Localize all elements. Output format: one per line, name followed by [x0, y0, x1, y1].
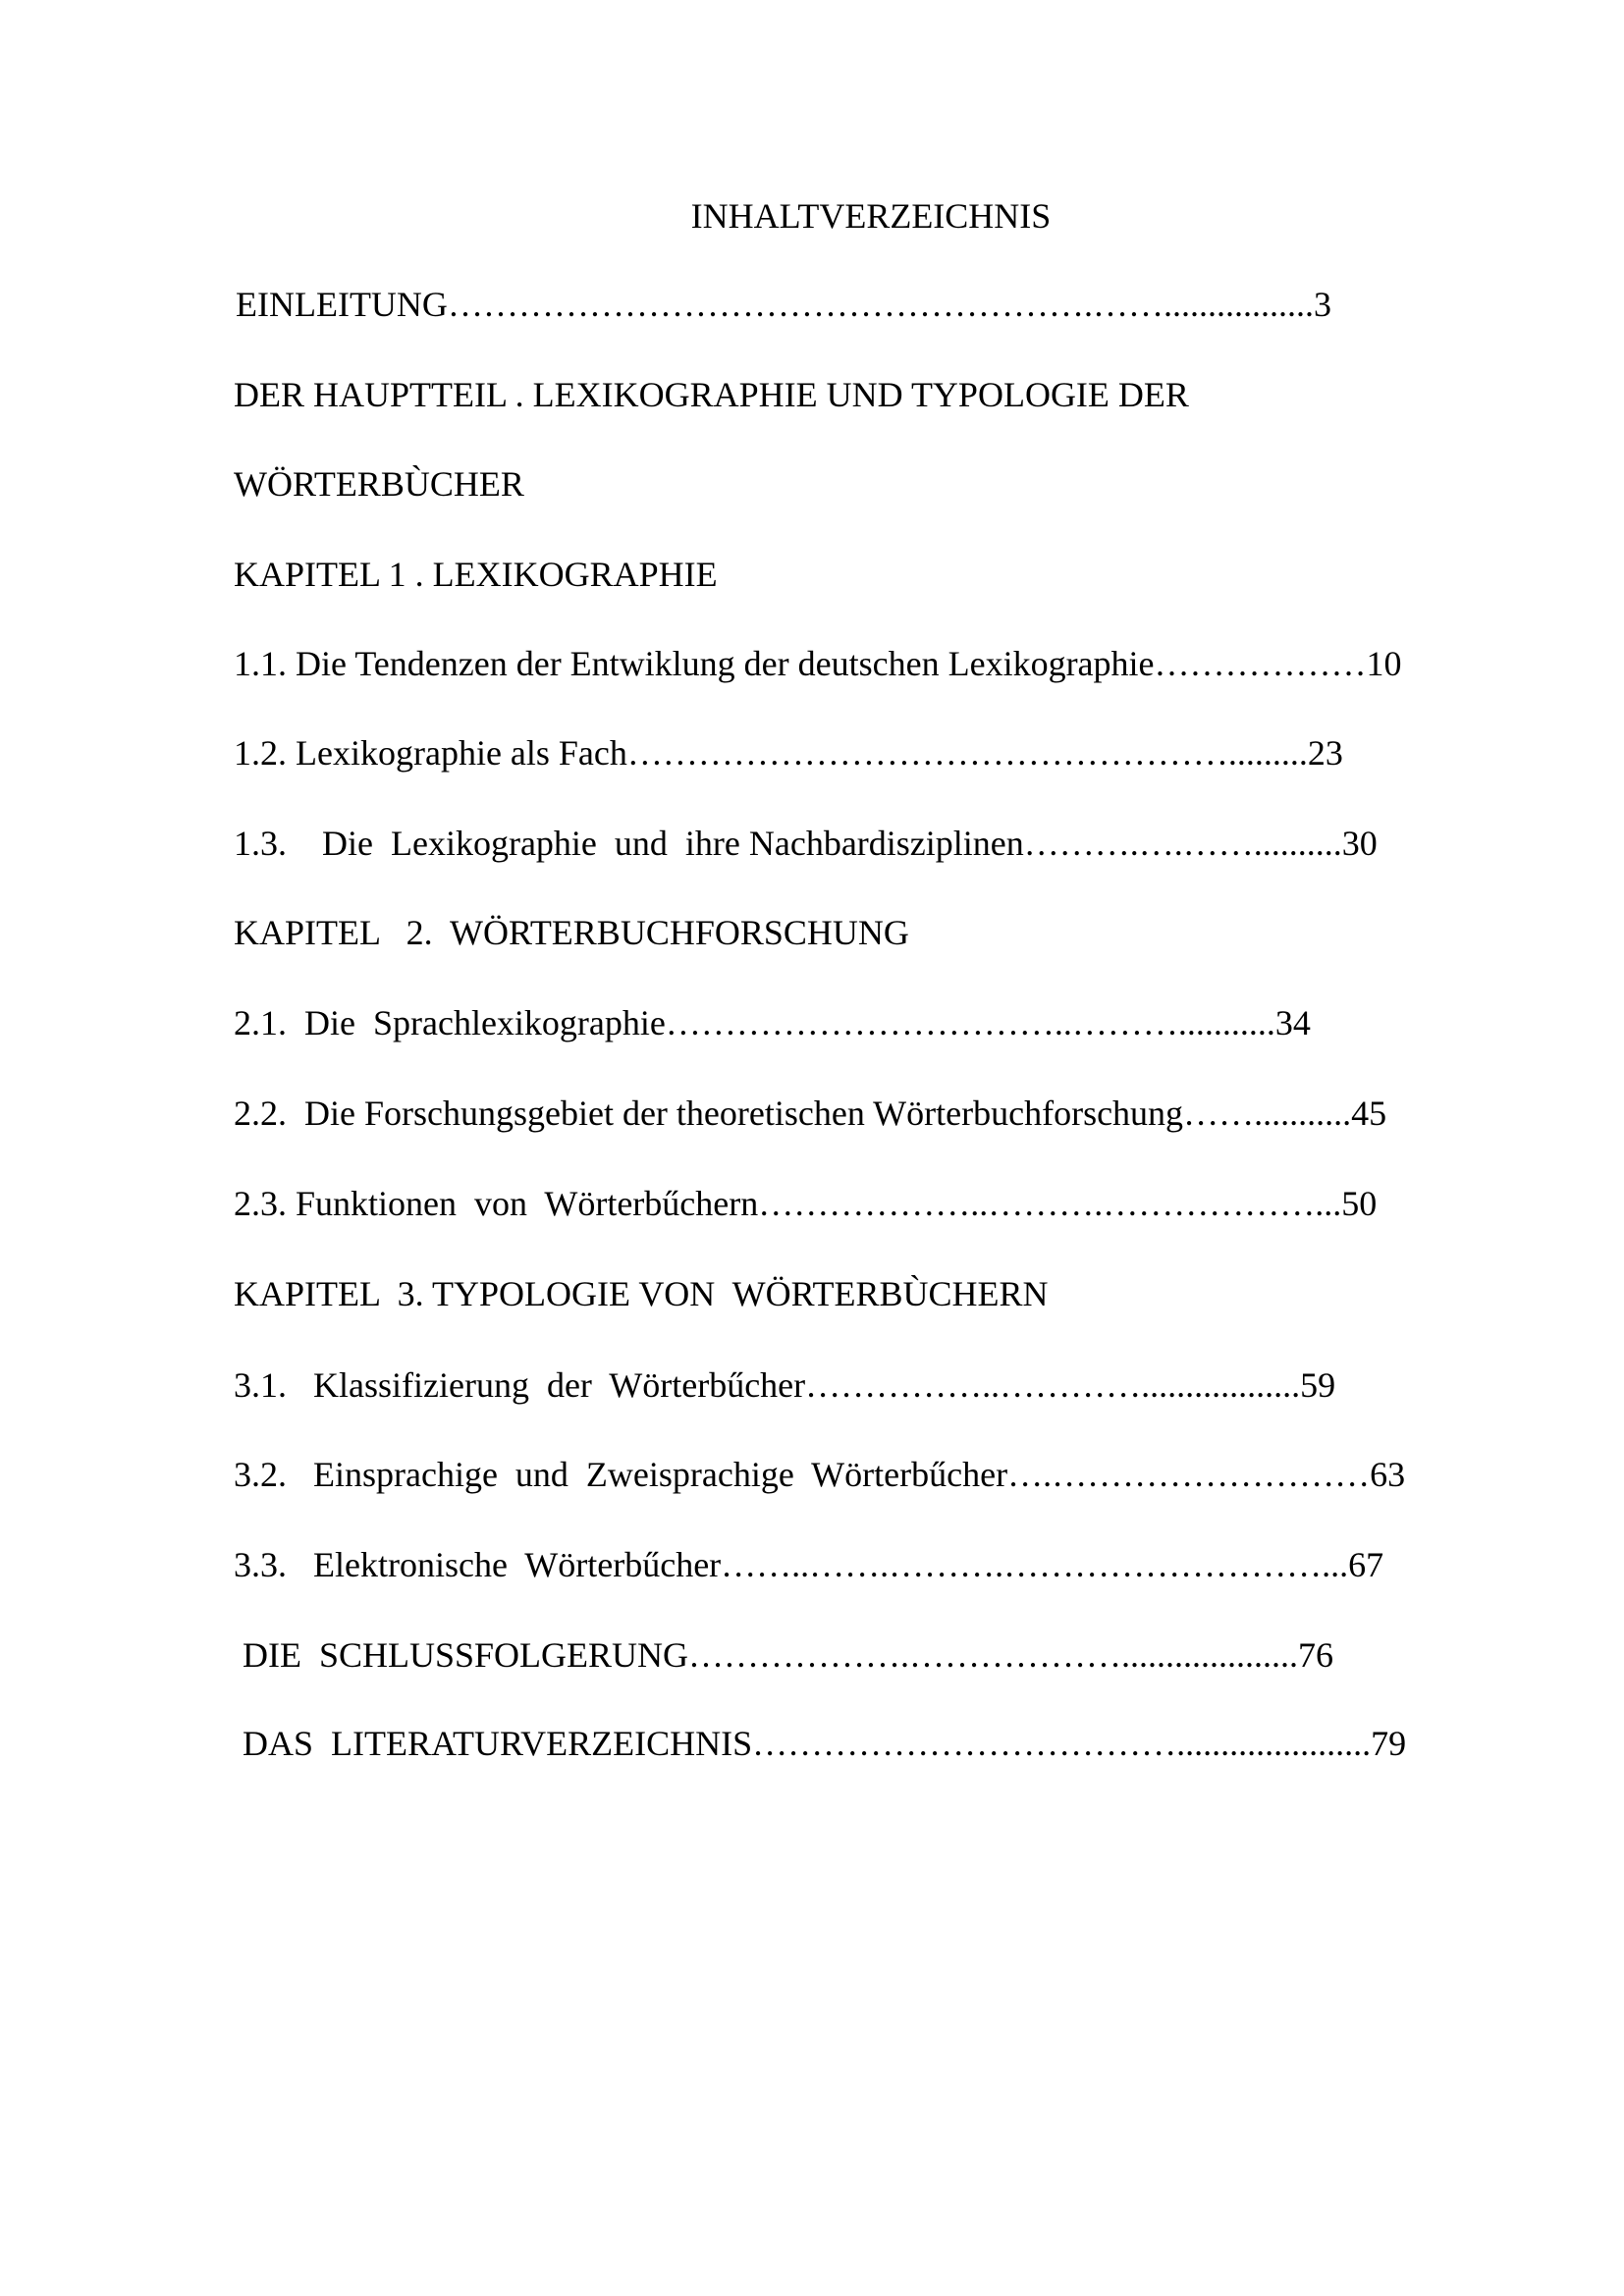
toc-entry-leader: ……………..………….................. — [805, 1365, 1301, 1405]
toc-entry — [236, 277, 1522, 332]
toc-entry-page: 63 — [1370, 1455, 1406, 1494]
toc-entry-page: 34 — [1274, 1003, 1311, 1042]
toc-entry — [234, 1537, 1520, 1592]
toc-entry — [234, 367, 1520, 422]
toc-entry — [234, 636, 1520, 691]
toc-entry — [234, 725, 1520, 780]
toc-entry-text: 3.2. Einsprachige und Zweisprachige Wörterbűcher — [234, 1455, 1008, 1494]
toc-entry — [234, 816, 1520, 871]
toc-entry — [234, 547, 1520, 602]
toc-entry-text: 2.2. Die Forschungsgebiet der theoretischen Wörterbuchforschung — [234, 1094, 1184, 1133]
toc-entry-page: 10 — [1366, 644, 1402, 683]
toc-entry-leader: ……..…….……….………………………... — [721, 1545, 1349, 1584]
toc-entry-page: 67 — [1348, 1545, 1384, 1584]
toc-entry-text: 2.3. Funktionen von Wörterbűchern — [234, 1184, 759, 1223]
toc-entry-leader: ….……………………… — [1007, 1455, 1371, 1494]
toc-entry — [234, 456, 1520, 511]
toc-entry-page: 59 — [1300, 1365, 1336, 1405]
toc-entry-text: KAPITEL 2. WÖRTERBUCHFORSCHUNG — [234, 913, 909, 952]
toc-entry — [234, 905, 1520, 960]
toc-entry-text: KAPITEL 1 . LEXIKOGRAPHIE — [234, 555, 718, 594]
toc-entry-text: 3.3. Elektronische Wörterbűcher — [234, 1545, 722, 1584]
toc-entry — [234, 1628, 1520, 1682]
toc-entry-text: KAPITEL 3. TYPOLOGIE VON WÖRTERBÙCHERN — [234, 1274, 1049, 1313]
toc-entry-leader: ……........... — [1183, 1094, 1352, 1133]
toc-entry — [234, 1358, 1520, 1413]
toc-entry — [234, 1716, 1520, 1771]
toc-entry — [234, 1176, 1520, 1231]
toc-entry-leader: ……………….……………….................... — [688, 1635, 1299, 1675]
toc-entry-page: 76 — [1298, 1635, 1334, 1675]
toc-entry-leader: ……….….…….......... — [1023, 824, 1342, 863]
toc-entry-leader: ……………………………………………….……................. — [447, 285, 1314, 324]
toc-entry-text: 1.2. Lexikographie als Fach — [234, 733, 627, 773]
toc-entry-page: 79 — [1371, 1724, 1407, 1763]
toc-entry-text: DER HAUPTTEIL . LEXIKOGRAPHIE UND TYPOLOGIE DER — [234, 375, 1189, 414]
toc-entry-text: 2.1. Die Sprachlexikographie — [234, 1003, 666, 1042]
toc-entry-page: 3 — [1313, 285, 1331, 324]
toc-entry-page: 23 — [1307, 733, 1343, 773]
toc-entry-leader: ………………..……….………………... — [758, 1184, 1342, 1223]
toc-entry-text: 3.1. Klassifizierung der Wörterbűcher — [234, 1365, 806, 1405]
toc-entry-leader: ……………………………………………......... — [626, 733, 1308, 773]
toc-entry-leader: ……………………………..………........... — [665, 1003, 1275, 1042]
toc-entry-text: WÖRTERBÙCHER — [234, 464, 524, 504]
toc-entry-text: EINLEITUNG — [236, 285, 448, 324]
toc-entry-text: DIE SCHLUSSFOLGERUNG — [234, 1635, 689, 1675]
toc-entry — [234, 995, 1520, 1050]
toc-entry-text: DAS LITERATURVERZEICHNIS — [234, 1724, 753, 1763]
toc-entry — [234, 1266, 1520, 1321]
toc-entry-page: 30 — [1341, 824, 1378, 863]
toc-entry-page: 50 — [1341, 1184, 1378, 1223]
toc-entry-leader: ………………………………...................... — [752, 1724, 1372, 1763]
toc-entry-text: 1.1. Die Tendenzen der Entwiklung der deutschen Lexikographie — [234, 644, 1155, 683]
toc-title: INHALTVERZEICHNIS — [690, 196, 1052, 236]
toc-entry-leader: ……………… — [1154, 644, 1367, 683]
toc-entry — [234, 1447, 1520, 1502]
toc-entry-page: 45 — [1351, 1094, 1387, 1133]
toc-entry — [234, 1086, 1520, 1141]
toc-entry-text: 1.3. Die Lexikographie und ihre Nachbardisziplinen — [234, 824, 1024, 863]
